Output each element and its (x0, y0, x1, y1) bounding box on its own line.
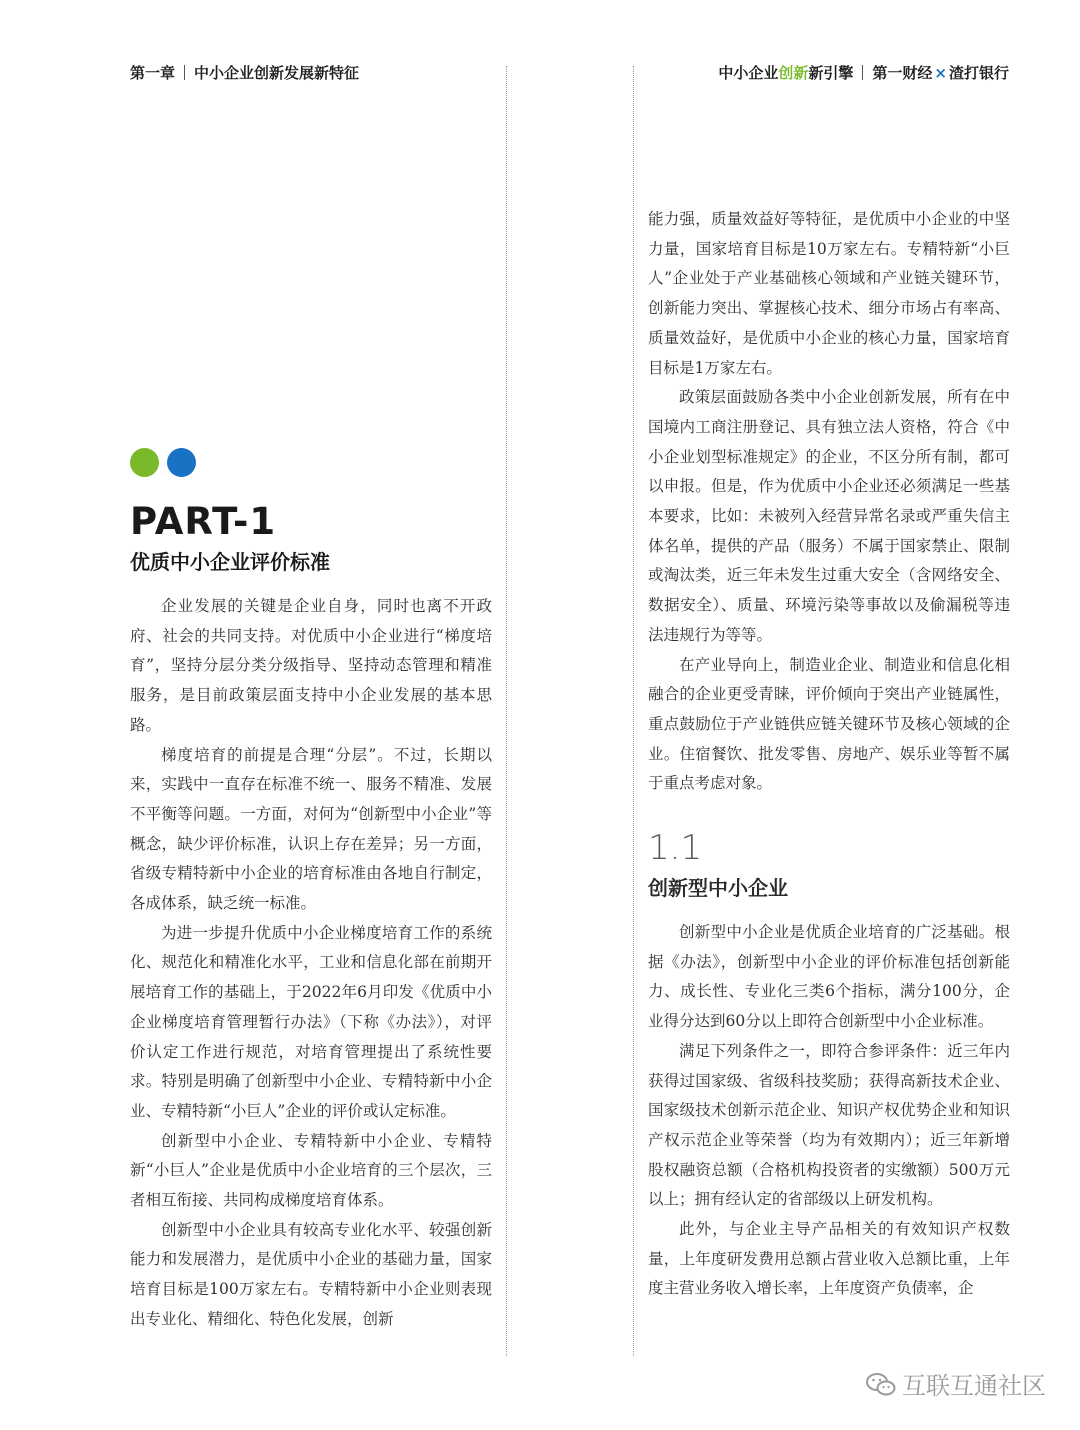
running-header-right (718, 62, 1009, 83)
paragraph: 创新型中小企业是优质企业培育的广泛基础。根据《办法》，创新型中小企业的评价标准包括创新能力、成长性、专业化三类6个指标，满分100分，企业得分达到60分以上即符合创新型中小企业标准。 (648, 923, 1010, 1031)
part-subtitle: 优质中小企业评价标准 (130, 550, 330, 574)
partner-name: 渣打银行 (948, 64, 1009, 82)
paragraph: 此外，与企业主导产品相关的有效知识产权数量，上年度研发费用总额占营业收入总额比重，上年度主营业务收入增长率，上年度资产负债率，企 (648, 1220, 1010, 1298)
paragraph: 梯度培育的前提是合理“分层”。不过，长期以来，实践中一直存在标准不统一、服务不精准、发展不平衡等问题。一方面，对何为“创新型中小企业”等概念，缺少评价标准，认识上存在差异；另一方面，省级专精特新中小企业的培育标准由各地自行制定，各成体系，缺乏统一标准。 (130, 745, 492, 913)
watermark-text: 互联互通社区 (902, 1372, 1046, 1400)
green-dot-icon (130, 448, 159, 477)
paragraph: 政策层面鼓励各类中小企业创新发展，所有在中国境内工商注册登记、具有独立法人资格，符合《中小企业划型标准规定》的企业，不区分所有制，都可以申报。但是，作为优质中小企业还必须满足一些基本要求，比如：未被列入经营异常名录或严重失信主体名单，提供的产品（服务）不属于国家禁止、限制或淘汰类，近三年未发生过重大安全（含网络安全、数据安全）、质量、环境污染等事故以及偷漏税等违法违规行为等等。 (648, 388, 1010, 644)
publication-title-part2: 新引擎 (808, 64, 854, 82)
right-column-top-text (648, 205, 1010, 799)
watermark (866, 1366, 1046, 1401)
publication-title-highlight: 创新 (778, 64, 809, 82)
chapter-label: 第一章 (130, 64, 176, 82)
header-separator (184, 65, 185, 80)
publisher-name: 第一财经 (872, 64, 933, 82)
publication-title-part1: 中小企业 (718, 64, 779, 82)
column-divider-right (633, 66, 634, 1356)
blue-dot-icon (167, 448, 196, 477)
part-decoration-dots (130, 448, 204, 481)
column-divider-left (506, 66, 507, 1356)
paragraph-continuation: 能力强，质量效益好等特征，是优质中小企业的中坚力量，国家培育目标是10万家左右。专精特新“小巨人”企业处于产业基础核心领域和产业链关键环节，创新能力突出、掌握核心技术、细分市场占有率高、质量效益好，是优质中小企业的核心力量，国家培育目标是1万家左右。 (648, 210, 1010, 377)
paragraph: 为进一步提升优质中小企业梯度培育工作的系统化、规范化和精准化水平，工业和信息化部在前期开展培育工作的基础上，于2022年6月印发《优质中小企业梯度培育管理暂行办法》（下称《办法》），对评价认定工作进行规范，对培育管理提出了系统性要求。特别是明确了创新型中小企业、专精特新中小企业、专精特新“小巨人”企业的评价或认定标准。 (130, 923, 492, 1120)
section-number: 1.1 (648, 828, 703, 868)
paragraph: 企业发展的关键是企业自身，同时也离不开政府、社会的共同支持。对优质中小企业进行“梯度培育”，坚持分层分类分级指导、坚持动态管理和精准服务，是目前政策层面支持中小企业发展的基本思路。 (130, 597, 492, 734)
paragraph: 在产业导向上，制造业企业、制造业和信息化相融合的企业更受青睐，评价倾向于突出产业链属性，重点鼓励位于产业链供应链关键环节及核心领域的企业。住宿餐饮、批发零售、房地产、娱乐业等暂不属于重点考虑对象。 (648, 655, 1010, 793)
chapter-title: 中小企业创新发展新特征 (194, 64, 360, 82)
section-title: 创新型中小企业 (648, 876, 788, 900)
header-separator (862, 65, 863, 80)
part-label: PART-1 (130, 500, 277, 543)
running-header-left (130, 62, 359, 83)
right-column-bottom-text (648, 918, 1010, 1304)
wechat-icon (866, 1372, 896, 1398)
left-column-text (130, 592, 492, 1335)
paragraph: 创新型中小企业、专精特新中小企业、专精特新“小巨人”企业是优质中小企业培育的三个层次，三者相互衔接、共同构成梯度培育体系。 (130, 1131, 492, 1210)
paragraph: 创新型中小企业具有较高专业化水平、较强创新能力和发展潜力，是优质中小企业的基础力量，国家培育目标是100万家左右。专精特新中小企业则表现出专业化、精细化、特色化发展，创新 (130, 1220, 492, 1328)
collaboration-x-icon: × (934, 64, 947, 82)
paragraph: 满足下列条件之一，即符合参评条件：近三年内获得过国家级、省级科技奖励；获得高新技术企业、国家级技术创新示范企业、知识产权优势企业和知识产权示范企业等荣誉（均为有效期内）；近三年新增股权融资总额（合格机构投资者的实缴额）500万元以上；拥有经认定的省部级以上研发机构。 (648, 1041, 1010, 1209)
